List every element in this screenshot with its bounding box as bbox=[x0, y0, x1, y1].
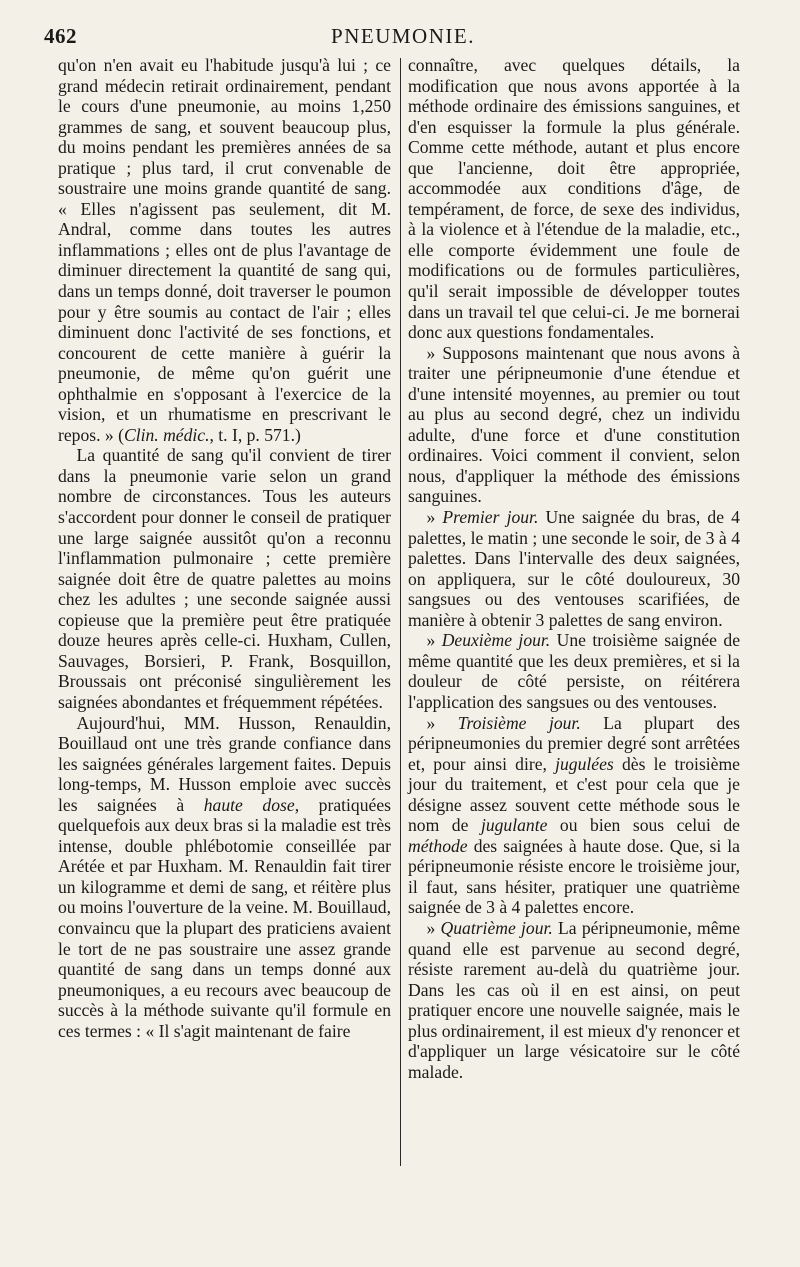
paragraph: connaître, avec quelques détails, la modification que nous avons apportée à la méthode ordinaire des émissions sanguines, et d'en esquisser la formule la plus générale. Comme cette méthode, autant et plus encore que l'ancienne, doit être appropriée, accommodée aux conditions d'âge, de tempérament, de force, de sexe des individus, à la violence et à l'étendue de la maladie, etc., elle comporte évidemment une foule de modifications ou de formules particulières, qu'il serait impossible de développer toutes dans un travail tel que celui-ci. Je me bornerai donc aux questions fondamentales. bbox=[408, 55, 740, 343]
paragraph: » Deuxième jour. Une troisième saignée de même quantité que les deux premières, et si la douleur de côté persiste, on réitérera l'application des sangsues ou des ventouses. bbox=[408, 630, 740, 712]
right-column bbox=[408, 55, 740, 1082]
paragraph: » Quatrième jour. La péripneumonie, même quand elle est parvenue au second degré, résiste rarement au-delà du quatrième jour. Dans les cas où il en est ainsi, on peut pratiquer encore une nouvelle saignée, mais le plus ordinairement, il est mieux d'y renoncer et d'appliquer un large vésicatoire sur le côté malade. bbox=[408, 917, 741, 1082]
paragraph: » Supposons maintenant que nous avons à traiter une péripneumonie d'une étendue et d'une intensité moyennes, au premier ou tout au plus au second degré, chez un individu adulte, d'une force et d'une constitution ordinaires. Voici comment il convient, selon nous, d'appliquer la méthode des émissions sanguines. bbox=[408, 342, 740, 507]
paragraph: » Troisième jour. La plupart des péripneumonies du premier degré sont arrêtées et, pour ainsi dire, jugulées dès le troisième jour du traitement, et c'est pour cela que je désigne assez souvent cette méthode sous le nom de jugulante ou bien sous celui de méthode des saignées à haute dose. Que, si la péripneumonie résiste encore le troisième jour, il faut, sans hésiter, pratiquer une quatrième saignée de 3 à 4 palettes encore. bbox=[408, 712, 740, 918]
paragraph: » Premier jour. Une saignée du bras, de 4 palettes, le matin ; une seconde le soir, de 3 à 4 palettes. Dans l'intervalle des deux saignées, on appliquera, sur le côté douloureux, 30 sangsues ou des ventouses scarifiées, de manière à obtenir 3 palettes de sang environ. bbox=[408, 507, 740, 630]
paragraph: qu'on n'en avait eu l'habitude jusqu'à lui ; ce grand médecin retirait ordinairement, pendant le cours d'une pneumonie, au moins 1,250 grammes de sang, et souvent beaucoup plus, du moins pendant les premières années de sa pratique ; plus tard, il crut convenable de soustraire une moins grande quantité de sang. « Elles n'agissent pas seulement, dit M. Andral, comme dans toutes les autres inflammations ; elles ont de plus l'avantage de diminuer directement la quantité de sang qui, dans un temps donné, doit traverser le poumon pour y être soumis au contact de l'air ; elles diminuent donc l'activité de ses fonctions, et concourent de cette manière à guérir la pneumonie, de même qu'on guérit une ophthalmie en s'opposant à l'exercice de la vision, et un rhumatisme en prescrivant le repos. » (Clin. médic., t. I, p. 571.) bbox=[58, 55, 391, 445]
left-column bbox=[58, 55, 391, 1041]
paragraph: Aujourd'hui, MM. Husson, Renauldin, Bouillaud ont une très grande confiance dans les saignées générales largement faites. Depuis long-temps, M. Husson emploie avec succès les saignées à haute dose, pratiquées quelquefois aux deux bras si la maladie est très intense, double phlébotomie conseillée par Arétée et par Huxham. M. Renauldin fait tirer un kilogramme et demi de sang, et réitère plus ou moins l'ouverture de la veine. M. Bouillaud, convaincu que la plupart des praticiens avaient le tort de ne pas soustraire une assez grande quantité de sang dans un temps donné aux pneumoniques, a eu recours avec beaucoup de succès à la méthode suivante qu'il formule en ces termes : « Il s'agit maintenant de faire bbox=[58, 712, 391, 1041]
running-title: PNEUMONIE. bbox=[331, 24, 475, 48]
page-header bbox=[44, 24, 762, 54]
page-number: 462 bbox=[44, 24, 77, 48]
column-divider bbox=[400, 58, 401, 1166]
paragraph: La quantité de sang qu'il convient de tirer dans la pneumonie varie selon un grand nombre de circonstances. Tous les auteurs s'accordent pour donner le conseil de pratiquer une large saignée aussitôt qu'on a reconnu l'inflammation pulmonaire ; cette première saignée doit être de quatre palettes au moins chez les adultes ; une seconde saignée aussi copieuse que la première peut être pratiquée douze heures après celle-ci. Huxham, Cullen, Sauvages, Borsieri, P. Frank, Bosquillon, Broussais ont préconisé singulièrement les saignées abondantes et fréquemment répétées. bbox=[58, 445, 391, 712]
